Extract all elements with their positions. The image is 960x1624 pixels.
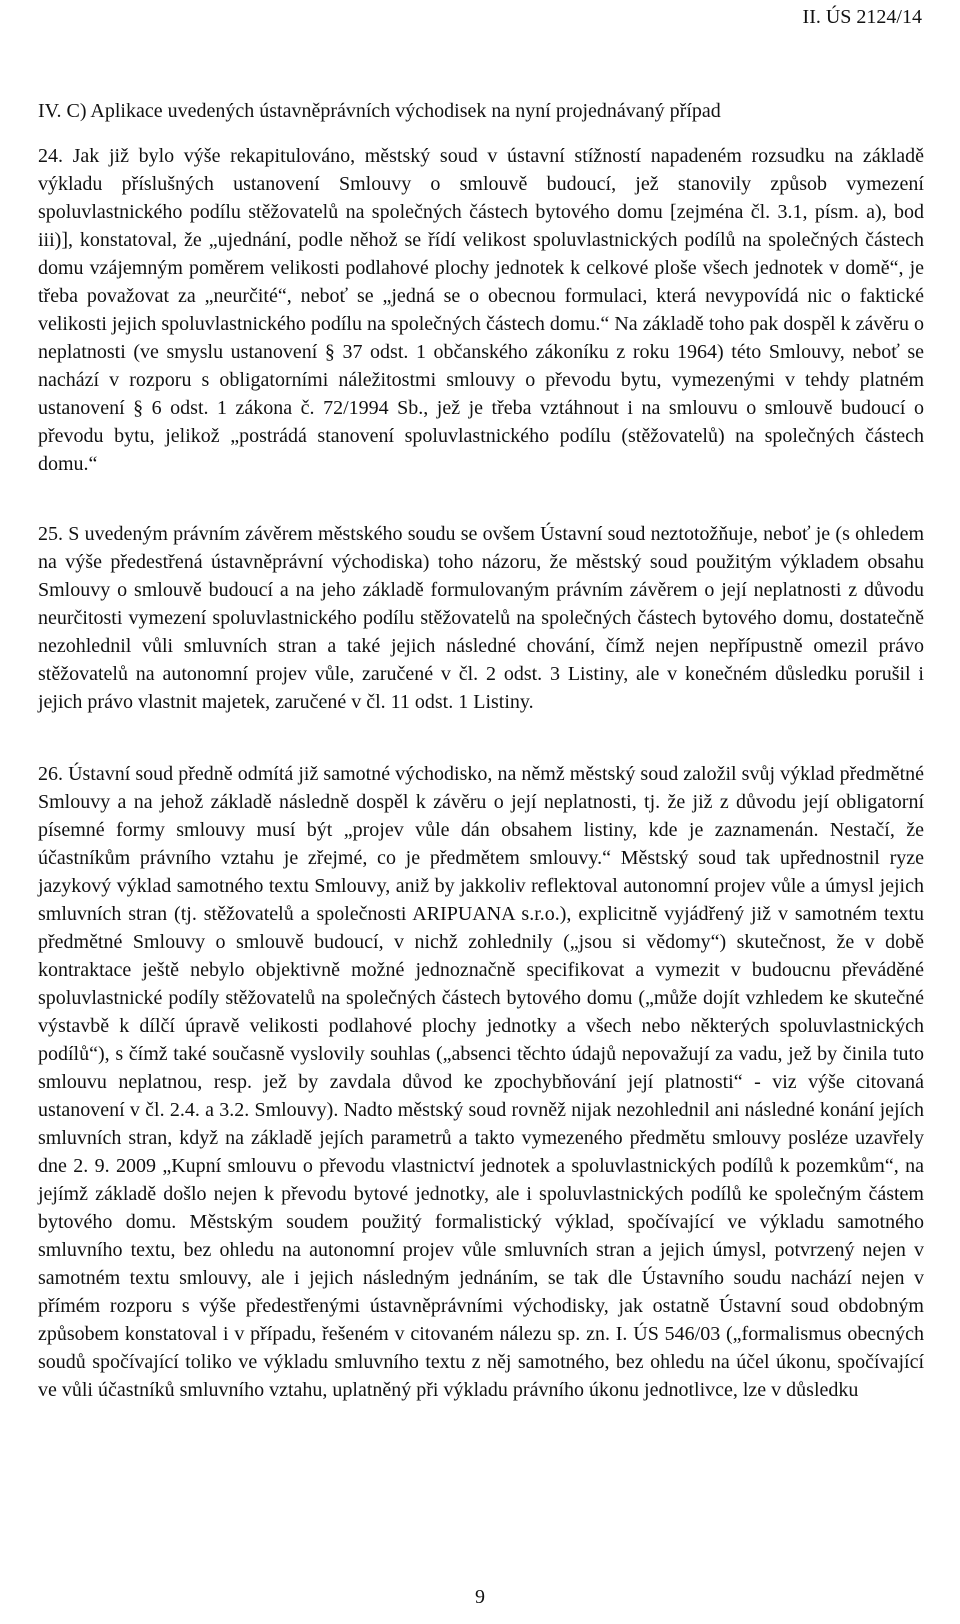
case-number-header: II. ÚS 2124/14 [802, 6, 922, 28]
page-number: 9 [475, 1586, 485, 1608]
paragraph-25 [38, 520, 924, 716]
paragraph-26-text: 26. Ústavní soud předně odmítá již samotné východisko, na němž městský soud založil svůj výklad předmětné Smlouvy a na jehož základě následně dospěl k závěru o její neplatnosti, tj. že již z důvodu její obligatorní písemné formy smlouvy musí být „projev vůle dán obsahem listiny, kde je zaznamenán. Nestačí, že účastníkům právního vztahu je zřejmé, co je předmětem smlouvy.“ Městský soud tak upřednostnil ryze jazykový výklad samotného textu Smlouvy, aniž by jakkoliv reflektoval autonomní projev vůle a úmysl jejich smluvních stran (tj. stěžovatelů a společnosti ARIPUANA s.r.o.), explicitně vyjádřený již v samotném textu předmětné Smlouvy o smlouvě budoucí, v nichž zohlednily („jsou si vědomy“) skutečnost, že v době kontraktace ještě nebylo objektivně možné jednoznačně specifikovat a vymezit v budoucnu převáděné spoluvlastnické podíly stěžovatelů na společných částech bytového domu („může dojít vzhledem ke skutečné výstavbě k dílčí úpravě velikosti podlahové plochy jednotky a všech nebo některých spoluvlastnických podílů“), s čímž také současně vyslovily souhlas („absenci těchto údajů nepovažují za vadu, jež by činila tuto smlouvu neplatnou, resp. jež by zavdala důvod ke zpochybňování její platnosti“ - viz výše citovaná ustanovení v čl. 2.4. a 3.2. Smlouvy). Nadto městský soud rovněž nijak nezohlednil ani následné konání jejích smluvních stran, když na základě jejích parametrů a takto vymezeného předmětu smlouvy posléze uzavřely dne 2. 9. 2009 „Kupní smlouvu o převodu vlastnictví jednotek a spoluvlastnických podílů k pozemkům“, na jejímž základě došlo nejen k převodu bytové jednotky, ale i spoluvlastnických podílů ke společným částem bytového domu. Městským soudem použitý formalistický výklad, spočívající ve výkladu samotného smluvního textu, bez ohledu na autonomní projev vůle smluvních stran a jejich úmysl, potvrzený nejen v samotném textu smlouvy, ale i jejich následným jednáním, se tak dle Ústavního soudu nachází nejen v přímém rozporu s výše předestřenými ústavněprávními východisky, jak ostatně Ústavní soud obdobným způsobem konstatoval i v případu, řešeném v citovaném nálezu sp. zn. I. ÚS 546/03 („formalismus obecných soudů spočívající toliko ve výkladu smluvního textu z něj samotného, bez ohledu na účel úkonu, spočívající ve vůli účastníků smluvního vztahu, uplatněný při výkladu právního úkonu jednotlivce, lze v důsledku [38, 763, 924, 1401]
section-heading: IV. C) Aplikace uvedených ústavněprávních východisek na nyní projednávaný případ [38, 100, 721, 122]
paragraph-25-text: 25. S uvedeným právním závěrem městského soudu se ovšem Ústavní soud neztotožňuje, neboť je (s ohledem na výše předestřená ústavněprávní východiska) toho názoru, že městský soud použitým výkladem obsahu Smlouvy o smlouvě budoucí a na jeho základě formulovaným právním závěrem o její neplatnosti z důvodu neurčitosti vymezení spoluvlastnického podílu stěžovatelů na společných částech bytového domu, dostatečně nezohlednil vůli smluvních stran a také jejich následné chování, čímž nejen nepřípustně omezil právo stěžovatelů na autonomní projev vůle, zaručené v čl. 2 odst. 3 Listiny, ale v konečném důsledku porušil i jejich právo vlastnit majetek, zaručené v čl. 11 odst. 1 Listiny. [38, 523, 924, 713]
paragraph-26 [38, 760, 924, 1404]
paragraph-24-text: 24. Jak již bylo výše rekapitulováno, městský soud v ústavní stížností napadeném rozsudku na základě výkladu příslušných ustanovení Smlouvy o smlouvě budoucí, jež stanovily způsob vymezení spoluvlastnického podílu stěžovatelů na společných částech bytového domu [zejména čl. 3.1, písm. a), bod iii)], konstatoval, že „ujednání, podle něhož se řídí velikost spoluvlastnických podílů na společných částech domu vzájemným poměrem velikosti podlahové plochy jednotek k celkové ploše všech jednotek v domě“, je třeba považovat za „neurčité“, neboť se „jedná se o obecnou formulaci, která nevypovídá nic o faktické velikosti jejich spoluvlastnického podílu na společných částech domu.“ Na základě toho pak dospěl k závěru o neplatnosti (ve smyslu ustanovení § 37 odst. 1 občanského zákoníku z roku 1964) této Smlouvy, neboť se nachází v rozporu s obligatorními náležitostmi smlouvy o převodu bytu, vymezenými v tehdy platném ustanovení § 6 odst. 1 zákona č. 72/1994 Sb., jež je třeba vztáhnout i na smlouvu o smlouvě budoucí o převodu bytu, jelikož „postrádá stanovení spoluvlastnického podílu (stěžovatelů) na společných částech domu.“ [38, 145, 924, 475]
paragraph-24 [38, 142, 924, 478]
